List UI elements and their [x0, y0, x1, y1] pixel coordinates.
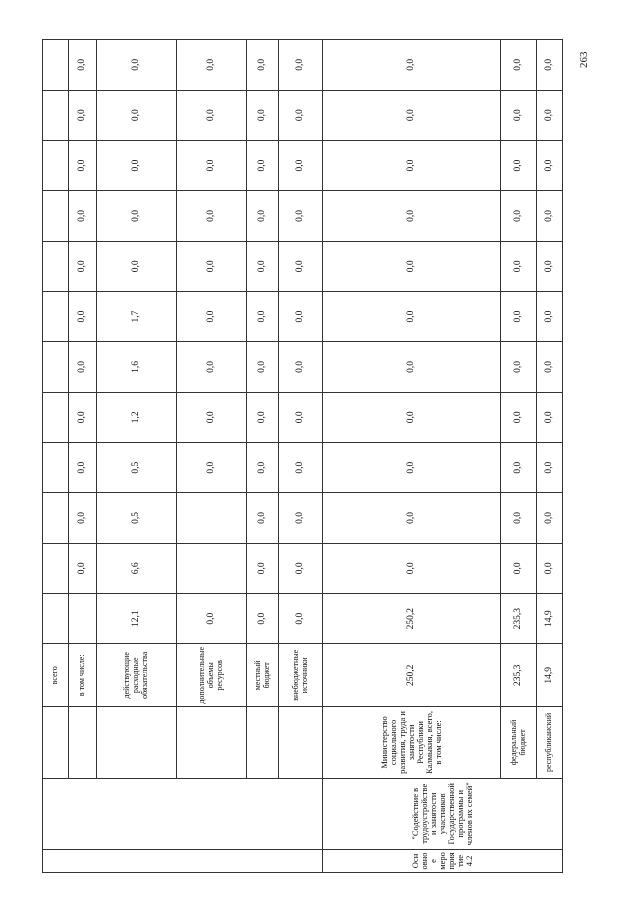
- category-label: в том числе:: [69, 644, 97, 707]
- value-cell: 0,0: [247, 442, 279, 492]
- cell-empty: [69, 778, 97, 849]
- value-cell: 0,0: [247, 493, 279, 543]
- value-cell: 0,0: [97, 90, 177, 140]
- value-cell: 0,0: [501, 191, 537, 241]
- value-cell: [43, 392, 69, 442]
- category-label: внебюджетные источники: [279, 644, 323, 707]
- value-cell: 0,0: [247, 241, 279, 291]
- table-row: [43, 40, 69, 873]
- value-cell: 0,0: [177, 241, 247, 291]
- table-row: [501, 40, 537, 873]
- value-cell: [43, 90, 69, 140]
- cell-empty: [247, 849, 279, 872]
- value-cell: 6,6: [97, 543, 177, 593]
- value-cell: 0,0: [501, 90, 537, 140]
- value-cell: 0,0: [279, 40, 323, 91]
- value-cell: 0,0: [537, 191, 563, 241]
- category-label: действующие расходные обязательства: [97, 644, 177, 707]
- category-label: дополнительные объемы ресурсов: [177, 644, 247, 707]
- value-cell: 0,5: [97, 493, 177, 543]
- value-cell: 0,0: [247, 40, 279, 91]
- value-cell: 0,0: [69, 241, 97, 291]
- value-cell: 0,0: [323, 543, 501, 593]
- value-cell: [43, 291, 69, 341]
- value-cell: 0,0: [501, 241, 537, 291]
- value-cell: 0,0: [323, 90, 501, 140]
- value-cell: 0,0: [69, 543, 97, 593]
- value-cell: 0,0: [247, 593, 279, 643]
- value-cell: 0,0: [279, 90, 323, 140]
- executor-label: Министерство социального развития, труда и занятости Республики Калмыкия, всего, в том числе:: [323, 707, 501, 778]
- value-cell: 0,0: [279, 342, 323, 392]
- table-row: [97, 40, 177, 873]
- value-cell: 0,0: [323, 40, 501, 91]
- value-cell: 250,2: [323, 593, 501, 643]
- value-cell: [43, 191, 69, 241]
- value-cell: 0,0: [69, 291, 97, 341]
- value-cell: 0,0: [69, 140, 97, 190]
- value-cell: [43, 543, 69, 593]
- cell-empty: [97, 707, 177, 778]
- value-cell: 0,5: [97, 442, 177, 492]
- value-cell: 0,0: [279, 493, 323, 543]
- value-cell: 0,0: [177, 342, 247, 392]
- cell-empty: [97, 849, 177, 872]
- value-cell: 0,0: [501, 40, 537, 91]
- value-cell: 0,0: [323, 241, 501, 291]
- value-cell: 0,0: [177, 40, 247, 91]
- cell-empty: [43, 849, 69, 872]
- value-cell: [43, 140, 69, 190]
- section-code: Основное мероприятие 4.2: [323, 849, 563, 872]
- value-cell: 12,1: [97, 593, 177, 643]
- value-cell: 14,9: [537, 593, 563, 643]
- value-cell: 0,0: [177, 140, 247, 190]
- value-cell: 0,0: [501, 442, 537, 492]
- value-cell: 1,6: [97, 342, 177, 392]
- value-cell: [43, 442, 69, 492]
- value-cell: 0,0: [323, 442, 501, 492]
- value-cell: [43, 593, 69, 643]
- value-cell: [43, 342, 69, 392]
- value-cell: 0,0: [323, 140, 501, 190]
- page-number: 263: [578, 51, 590, 68]
- table-row: [279, 40, 323, 873]
- value-cell: 0,0: [69, 493, 97, 543]
- value-cell: 0,0: [69, 40, 97, 91]
- value-cell: 0,0: [177, 593, 247, 643]
- cell-empty: [247, 778, 279, 849]
- value-cell: 0,0: [323, 291, 501, 341]
- value-cell: 0,0: [97, 140, 177, 190]
- value-cell: 0,0: [247, 291, 279, 341]
- value-cell: 0,0: [69, 90, 97, 140]
- value-cell: 0,0: [69, 442, 97, 492]
- value-cell: 0,0: [279, 543, 323, 593]
- value-cell: 0,0: [323, 191, 501, 241]
- value-cell: 0,0: [279, 140, 323, 190]
- value-cell: 1,2: [97, 392, 177, 442]
- value-cell: 0,0: [69, 191, 97, 241]
- value-cell: 0,0: [279, 191, 323, 241]
- cell-empty: [69, 707, 97, 778]
- value-cell: 0,0: [537, 140, 563, 190]
- value-cell: 0,0: [537, 543, 563, 593]
- value-cell: 0,0: [69, 392, 97, 442]
- table-body: [43, 40, 563, 873]
- value-cell: 0,0: [177, 191, 247, 241]
- value-cell: 0,0: [177, 291, 247, 341]
- value-cell: 0,0: [69, 342, 97, 392]
- table-row: [247, 40, 279, 873]
- value-cell: 0,0: [247, 543, 279, 593]
- value-cell: [69, 593, 97, 643]
- value-cell: 14,9: [537, 644, 563, 707]
- value-cell: 0,0: [177, 392, 247, 442]
- value-cell: 0,0: [537, 291, 563, 341]
- value-cell: 0,0: [97, 191, 177, 241]
- value-cell: 0,0: [279, 241, 323, 291]
- cell-empty: [177, 707, 247, 778]
- value-cell: 0,0: [501, 543, 537, 593]
- value-cell: 0,0: [501, 493, 537, 543]
- value-cell: [43, 493, 69, 543]
- value-cell: [43, 241, 69, 291]
- table-row: [537, 40, 563, 873]
- value-cell: 0,0: [501, 392, 537, 442]
- cell-empty: [43, 707, 69, 778]
- cell-empty: [43, 778, 69, 849]
- category-label: местный бюджет: [247, 644, 279, 707]
- rotated-page: [42, 39, 562, 873]
- table-row: [69, 40, 97, 873]
- total-value: 250,2: [323, 644, 501, 707]
- value-cell: 0,0: [97, 241, 177, 291]
- category-label: республиканский: [537, 707, 563, 778]
- value-cell: 0,0: [279, 442, 323, 492]
- value-cell: 0,0: [537, 493, 563, 543]
- value-cell: 0,0: [247, 191, 279, 241]
- value-cell: 0,0: [537, 241, 563, 291]
- cell-empty: [279, 849, 323, 872]
- category-label: всего: [43, 644, 69, 707]
- table-row: [323, 40, 501, 873]
- value-cell: 0,0: [537, 442, 563, 492]
- value-cell: [43, 40, 69, 91]
- value-cell: 235,3: [501, 593, 537, 643]
- value-cell: 1,7: [97, 291, 177, 341]
- value-cell: [177, 543, 247, 593]
- budget-table: [42, 39, 563, 873]
- value-cell: 0,0: [279, 392, 323, 442]
- value-cell: 0,0: [247, 90, 279, 140]
- section-name: "Содействие в трудоустройстве и занятости участников Государственной программы и членов их семей": [323, 778, 563, 849]
- value-cell: 0,0: [537, 392, 563, 442]
- value-cell: 0,0: [177, 90, 247, 140]
- value-cell: 0,0: [247, 140, 279, 190]
- value-cell: 0,0: [279, 291, 323, 341]
- value-cell: 0,0: [501, 291, 537, 341]
- table-row: [177, 40, 247, 873]
- value-cell: 0,0: [501, 342, 537, 392]
- value-cell: 0,0: [501, 140, 537, 190]
- cell-empty: [279, 707, 323, 778]
- cell-empty: [69, 849, 97, 872]
- cell-empty: [247, 707, 279, 778]
- value-cell: 0,0: [537, 342, 563, 392]
- value-cell: 0,0: [247, 392, 279, 442]
- cell-empty: [97, 778, 177, 849]
- value-cell: 0,0: [279, 593, 323, 643]
- value-cell: 0,0: [323, 392, 501, 442]
- value-cell: 0,0: [247, 342, 279, 392]
- value-cell: 0,0: [323, 342, 501, 392]
- value-cell: 235,3: [501, 644, 537, 707]
- value-cell: 0,0: [97, 40, 177, 91]
- value-cell: 0,0: [537, 40, 563, 91]
- cell-empty: [177, 849, 247, 872]
- cell-empty: [279, 778, 323, 849]
- cell-empty: [177, 778, 247, 849]
- value-cell: 0,0: [537, 90, 563, 140]
- value-cell: [177, 493, 247, 543]
- category-label: федеральный бюджет: [501, 707, 537, 778]
- value-cell: 0,0: [177, 442, 247, 492]
- value-cell: 0,0: [323, 493, 501, 543]
